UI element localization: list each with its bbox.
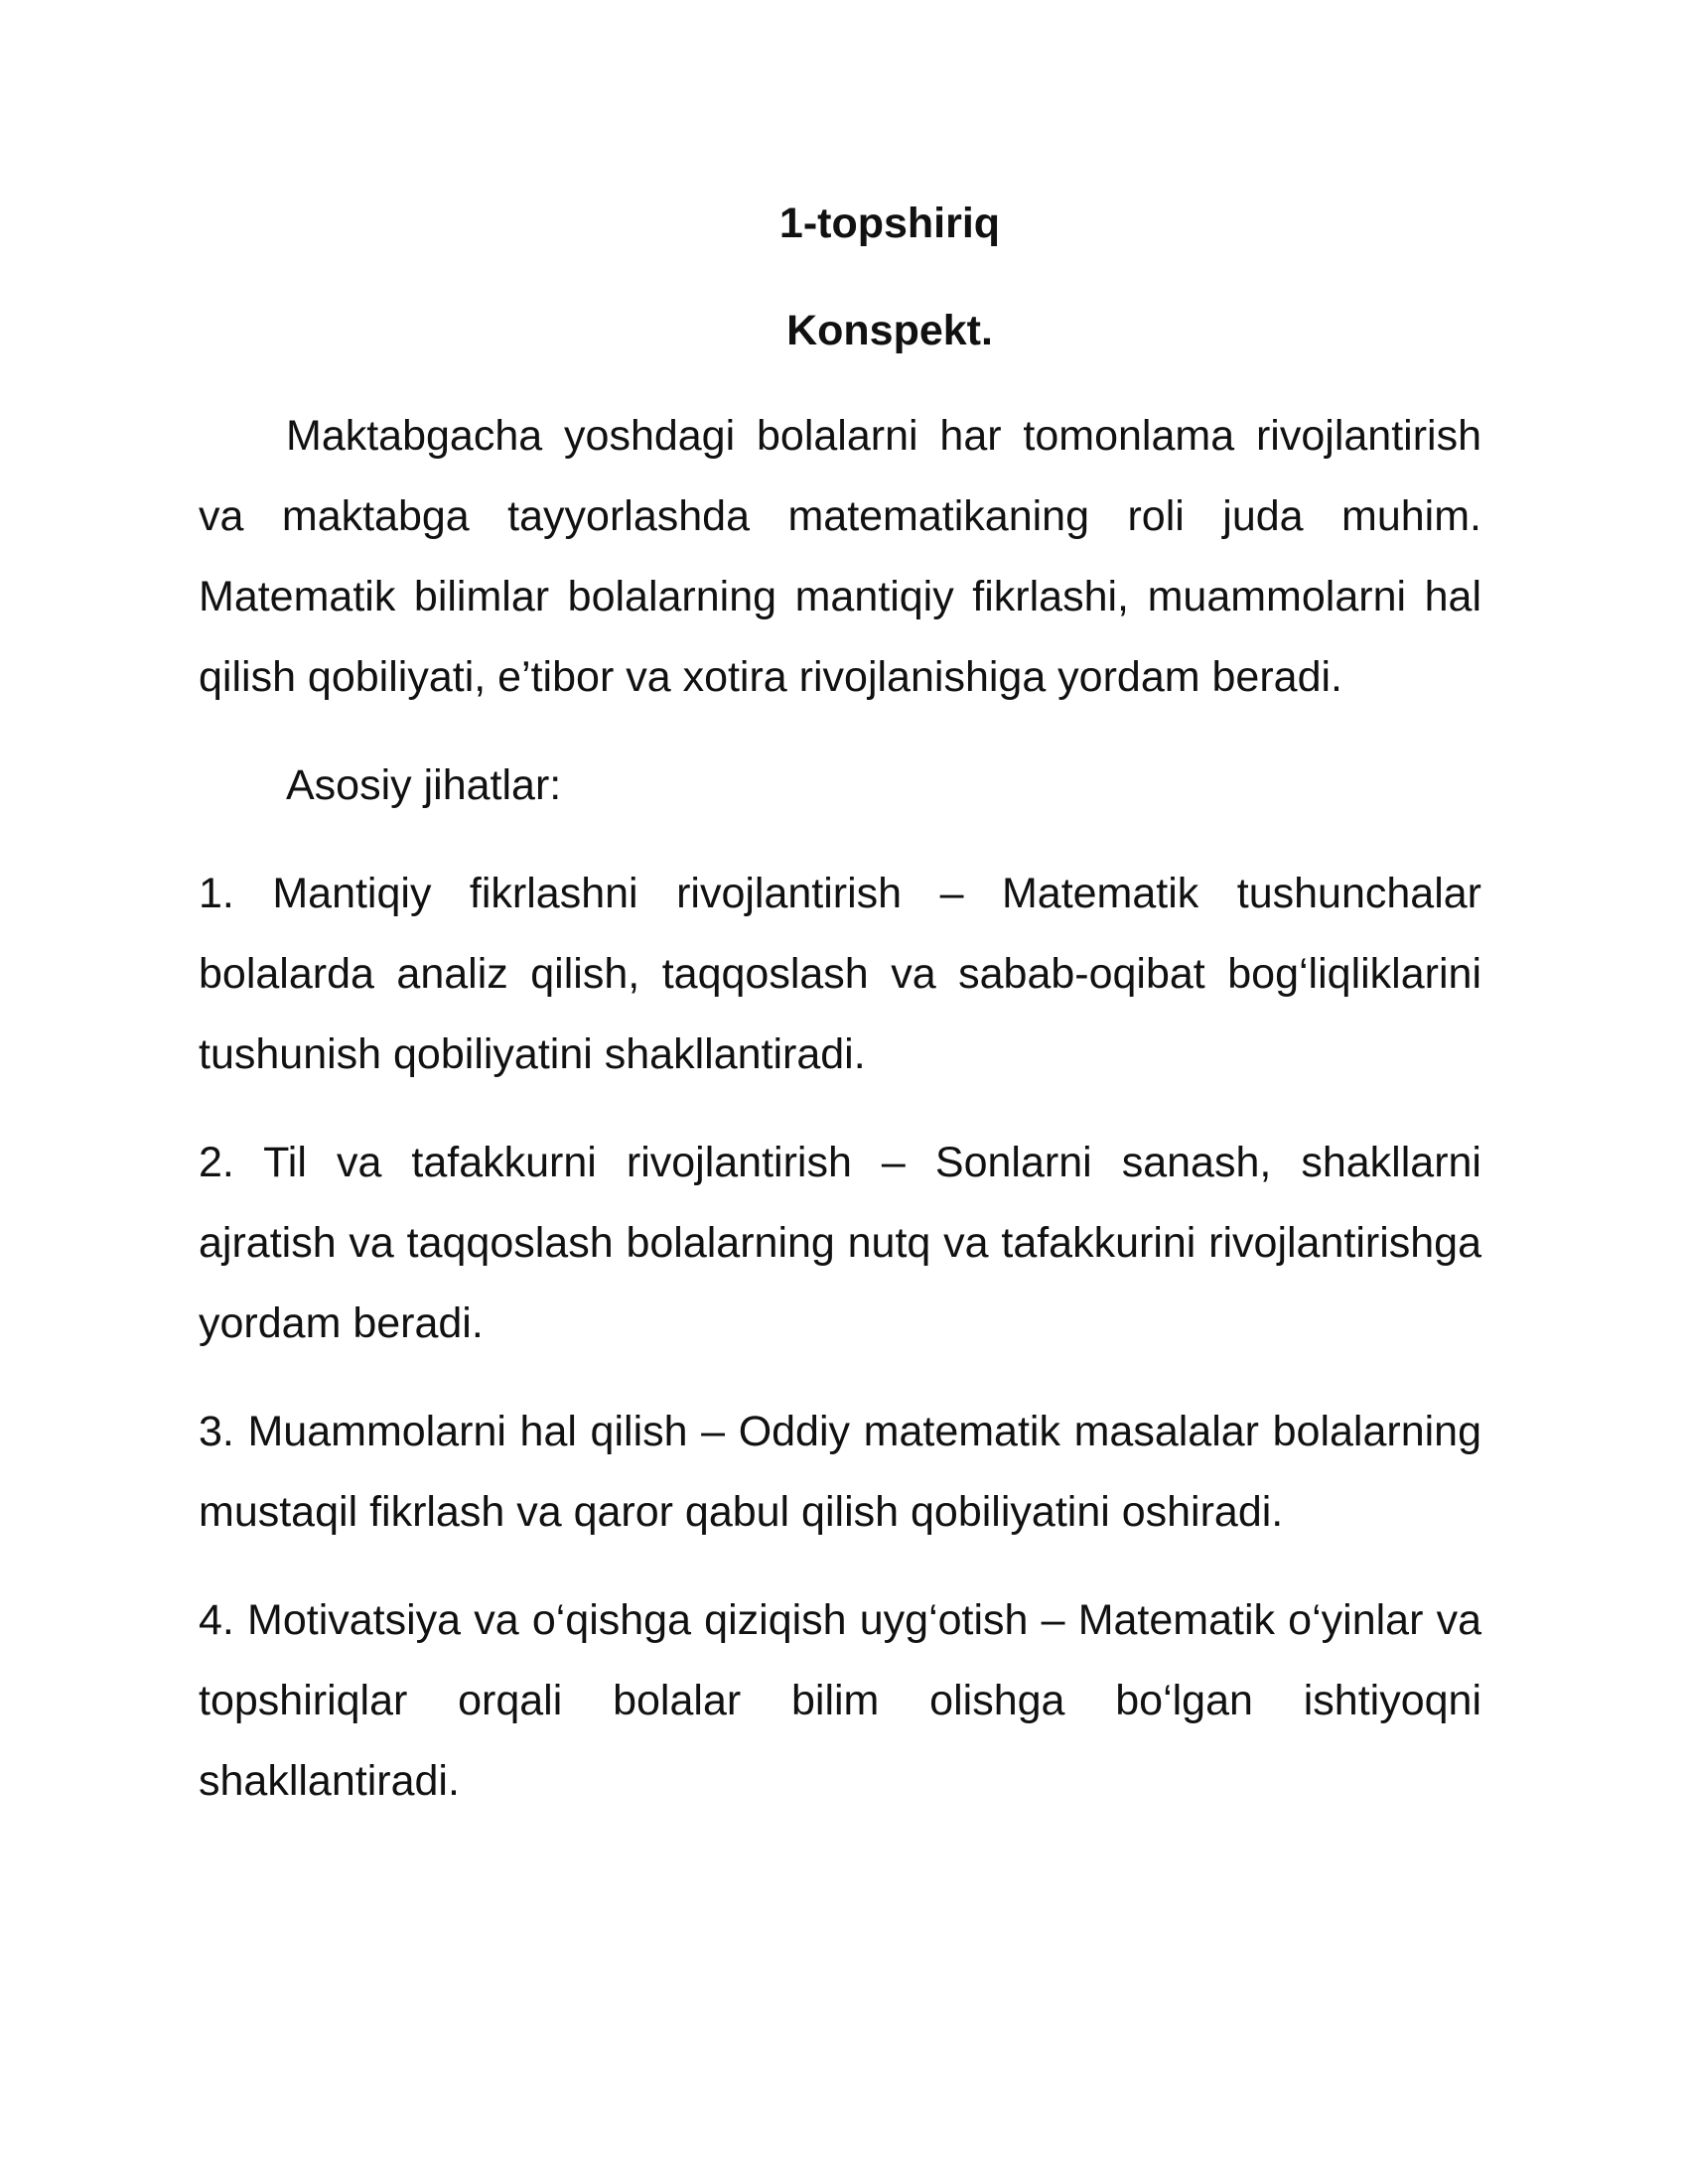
- list-item-1: 1. Mantiqiy fikrlashni rivojlantirish – Matematik tushunchalar bolalarda analiz qilish, taqqoslash va sabab-oqibat bog‘liqliklarini tushunish qobiliyatini shakllantiradi.: [199, 870, 1481, 1078]
- list-item-2: 2. Til va tafakkurni rivojlantirish – Sonlarni sanash, shakllarni ajratish va taqqoslash bolalarning nutq va tafakkurini rivojlantirishga yordam beradi.: [199, 1139, 1481, 1347]
- intro-paragraph: Maktabgacha yoshdagi bolalarni har tomonlama rivojlantirish va maktabga tayyorlashda matematikaning roli juda muhim. Matematik bilimlar bolalarning mantiqiy fikrlashi, muammolarni hal qilish qobiliyati, e’tibor va xotira rivojlanishiga yordam beradi.: [199, 412, 1481, 701]
- list-item-3: 3. Muammolarni hal qilish – Oddiy matematik masalalar bolalarning mustaqil fikrlash va qaror qabul qilish qobiliyatini oshiradi.: [199, 1408, 1481, 1536]
- document-subtitle: Konspekt.: [786, 307, 993, 354]
- document-body: [199, 194, 1481, 1822]
- aspects-heading: Asosiy jihatlar:: [286, 761, 562, 809]
- document-title: 1-topshiriq: [778, 200, 1001, 247]
- list-item-4: 4. Motivatsiya va o‘qishga qiziqish uyg‘otish – Matematik o‘yinlar va topshiriqlar orqali bolalar bilim olishga bo‘lgan ishtiyoqni shakllantiradi.: [199, 1596, 1481, 1805]
